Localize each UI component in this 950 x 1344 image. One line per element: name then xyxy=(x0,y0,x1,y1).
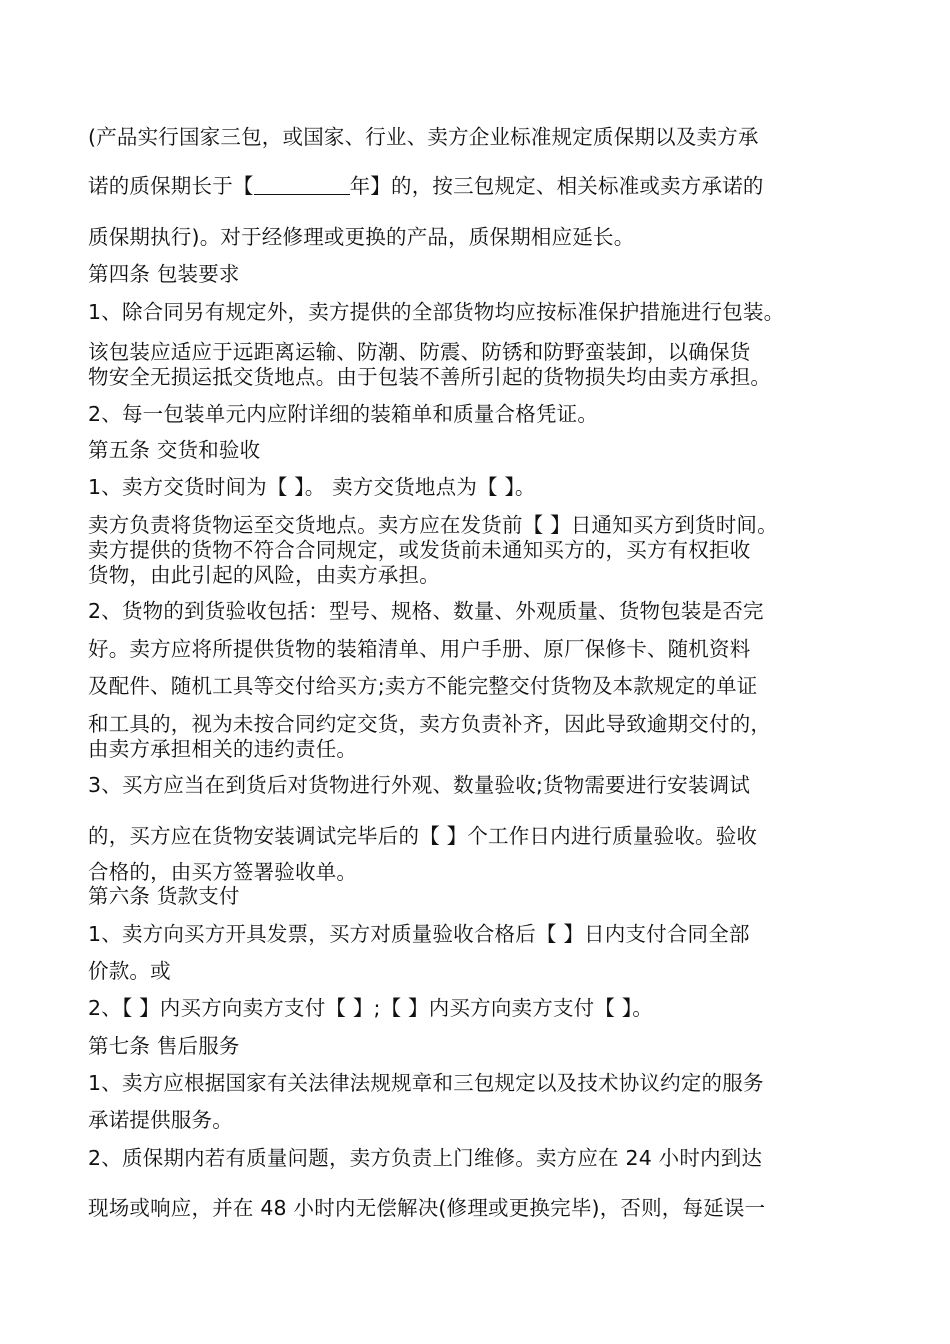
text-line: 1、卖方应根据国家有关法律法规规章和三包规定以及技术协议约定的服务 xyxy=(88,1071,764,1095)
text-line: 和工具的，视为未按合同约定交货，卖方负责补齐，因此导致逾期交付的， xyxy=(88,712,772,736)
text-line: 现场或响应，并在 48 小时内无偿解决(修理或更换完毕)，否则，每延误一 xyxy=(88,1196,766,1220)
text-line: (产品实行国家三包，或国家、行业、卖方企业标准规定质保期以及卖方承 xyxy=(88,125,759,149)
text-line: 2、货物的到货验收包括：型号、规格、数量、外观质量、货物包装是否完 xyxy=(88,599,764,623)
section-heading: 第五条 交货和验收 xyxy=(88,438,261,462)
section-heading: 第六条 货款支付 xyxy=(88,884,240,908)
text-line: 3、买方应当在到货后对货物进行外观、数量验收;货物需要进行安装调试 xyxy=(88,773,751,797)
section-heading: 第七条 售后服务 xyxy=(88,1034,240,1058)
text-line: 合格的，由买方签署验收单。 xyxy=(88,860,358,884)
text-line: 卖方提供的货物不符合合同规定，或发货前未通知买方的，买方有权拒收 xyxy=(88,538,751,562)
text-line: 的，买方应在货物安装调试完毕后的【 】个工作日内进行质量验收。验收 xyxy=(88,824,758,848)
section-heading: 第四条 包装要求 xyxy=(88,262,240,286)
text-line xyxy=(88,173,764,199)
text-line: 好。卖方应将所提供货物的装箱清单、用户手册、原厂保修卡、随机资料 xyxy=(88,637,751,661)
text-line: 承诺提供服务。 xyxy=(88,1108,233,1132)
text-line: 1、卖方交货时间为【 】。 卖方交货地点为【 】。 xyxy=(88,475,536,499)
text-line: 2、【 】内买方向卖方支付【 】;【 】内买方向卖方支付【 】。 xyxy=(88,996,653,1020)
text-fragment: 诺的质保期长于【 xyxy=(88,174,254,198)
text-line: 该包装应适应于远距离运输、防潮、防震、防锈和防野蛮装卸，以确保货 xyxy=(88,340,751,364)
text-fragment: 年】的，按三包规定、相关标准或卖方承诺的 xyxy=(349,174,764,198)
text-line: 质保期执行)。对于经修理或更换的产品，质保期相应延长。 xyxy=(88,225,635,249)
fill-in-blank xyxy=(254,176,350,195)
text-line: 物安全无损运抵交货地点。由于包装不善所引起的货物损失均由卖方承担。 xyxy=(88,365,772,389)
text-line: 2、每一包装单元内应附详细的装箱单和质量合格凭证。 xyxy=(88,402,599,426)
text-line: 1、卖方向买方开具发票，买方对质量验收合格后【 】日内支付合同全部 xyxy=(88,922,750,946)
text-line: 2、质保期内若有质量问题，卖方负责上门维修。卖方应在 24 小时内到达 xyxy=(88,1146,763,1170)
text-line: 1、除合同另有规定外，卖方提供的全部货物均应按标准保护措施进行包装。 xyxy=(88,300,785,324)
text-line: 价款。或 xyxy=(88,959,171,983)
text-line: 卖方负责将货物运至交货地点。卖方应在发货前【 】日通知买方到货时间。 xyxy=(88,513,778,537)
text-line: 由卖方承担相关的违约责任。 xyxy=(88,737,358,761)
text-line: 货物，由此引起的风险，由卖方承担。 xyxy=(88,563,440,587)
text-line: 及配件、随机工具等交付给买方;卖方不能完整交付货物及本款规定的单证 xyxy=(88,674,758,698)
